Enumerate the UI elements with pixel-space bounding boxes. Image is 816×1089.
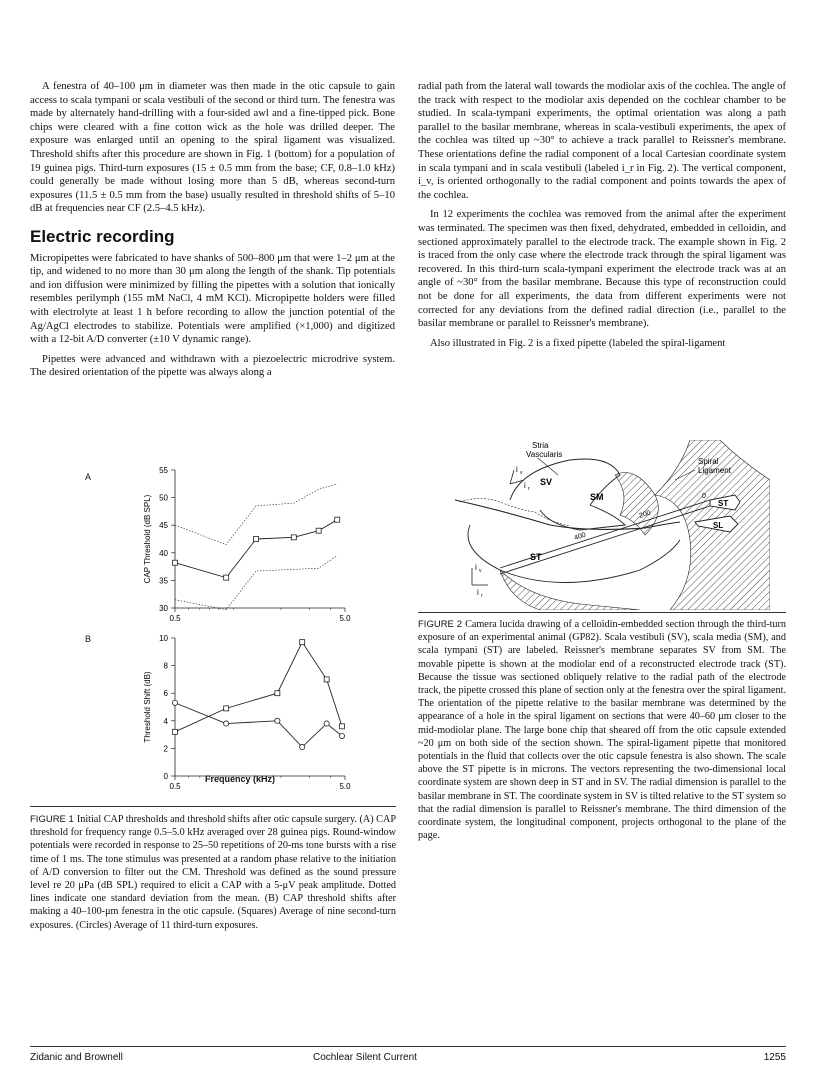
figure-rule — [418, 612, 786, 613]
data-point-circle — [339, 733, 344, 738]
paragraph: Pipettes were advanced and withdrawn with a piezoelectric microdrive system. The desired orientation of the pipette was always along a — [30, 353, 395, 379]
iv-bot-label: i — [475, 563, 477, 572]
right-column — [418, 80, 786, 356]
cochlea-drawing — [440, 440, 770, 610]
data-point-square — [275, 691, 280, 696]
paragraph: Micropipettes were fabricated to have shanks of 500–800 μm that were 1–2 μm at the tip, and widened to no more than 30 μm along the length of the shank. Tip potentials and ion diffusion were minimized by filling the pipettes with a solution that ionically resembles perilymph (155 mM NaCl, 4 mM KCl). Micropipette holders were filled with electrolyte at least 1 h before recording to allow the junction potential of the Ag/AgCl electrodes to stabilize. Potentials were amplified (×1,000) and digitized with a 12-bit A/D converter (±10 V dynamic range). — [30, 252, 395, 346]
caption-label: FIGURE 2 — [418, 619, 463, 630]
st-label: ST — [530, 552, 542, 562]
data-point-square — [224, 575, 229, 580]
page-footer — [30, 1052, 786, 1068]
stria-leader — [538, 458, 558, 475]
data-point-square — [291, 535, 296, 540]
data-point-square — [173, 729, 178, 734]
y-tick-label: 45 — [159, 521, 168, 531]
ir-bot-label: i — [477, 588, 479, 597]
figure-1-caption — [30, 813, 396, 932]
panel-a-label: A — [85, 472, 92, 482]
st-pipette-label: ST — [718, 499, 729, 508]
series-line-mean — [175, 520, 337, 578]
figure-rule — [30, 806, 396, 807]
data-point-circle — [224, 721, 229, 726]
y-tick-label: 55 — [159, 466, 168, 475]
ligament-label: Ligament — [698, 466, 731, 475]
data-point-square — [224, 706, 229, 711]
y-tick-label: 4 — [163, 716, 168, 726]
x-axis-label: Frequency (kHz) — [205, 774, 276, 784]
iv-top-label: i — [516, 465, 518, 474]
data-point-square — [335, 517, 340, 522]
data-point-square — [173, 560, 178, 565]
sv-vector-v — [510, 470, 514, 484]
data-point-circle — [324, 721, 329, 726]
sl-pipette-label: SL — [713, 521, 724, 530]
sm-label: SM — [590, 492, 604, 502]
series-line-+1SD — [175, 484, 337, 545]
scale-0-label: 0 — [702, 493, 706, 500]
y-tick-label: 6 — [163, 689, 168, 699]
caption-text: Initial CAP thresholds and threshold shifts after otic capsule surgery. (A) CAP threshold for frequency range 0.5–5.0 kHz averaged over 28 guinea pigs. Round-window potentials were recorded in response to 25–50 repetitions of 20-ms tone bursts with a rise time of 1 ms. The tone stimulus was presented at a random phase relative to the initiation of A/D conversion to filter out the CM. Threshold was defined as the sound pressure level re 20 μPa (dB SPL) required to elicit a CAP with a 5-μV peak amplitude. Dotted lines indicate one standard deviation from the mean. (B) CAP threshold shifts after making a 40–100-μm fenestra in the otic capsule. (Squares) Average of nine second-turn exposures. (Circles) Average of 11 third-turn exposures. — [30, 814, 397, 931]
y-tick-label: 10 — [159, 634, 168, 643]
data-point-square — [324, 677, 329, 682]
series-line--1SD — [175, 556, 337, 610]
data-point-square — [339, 724, 344, 729]
scale-400-label: 400 — [573, 531, 587, 542]
series-line-second-turn — [175, 642, 342, 732]
electrode-track-edge — [500, 506, 710, 574]
paragraph: Also illustrated in Fig. 2 is a fixed pipette (labeled the spiral-ligament — [430, 337, 726, 349]
left-column — [30, 80, 395, 386]
st-outline — [468, 525, 680, 583]
x-tick-label: 5.0 — [339, 614, 351, 623]
y-tick-label: 50 — [159, 493, 168, 503]
y-axis-label: Threshold Shift (dB) — [143, 671, 152, 743]
sv-label: SV — [540, 477, 553, 487]
stria-label: Stria — [532, 441, 549, 450]
y-tick-label: 0 — [163, 772, 168, 781]
footer-running-title: Cochlear Silent Current — [313, 1052, 417, 1063]
chart-a — [85, 458, 375, 628]
iv-top-sub: v — [520, 470, 523, 476]
data-point-square — [254, 537, 259, 542]
section-heading: Electric recording — [30, 226, 175, 246]
x-tick-label: 0.5 — [169, 614, 181, 623]
y-tick-label: 2 — [163, 744, 168, 754]
y-tick-label: 8 — [163, 661, 168, 671]
sv-outline — [510, 459, 620, 505]
paragraph: A fenestra of 40–100 μm in diameter was then made in the otic capsule to gain access to scala tympani or scala vestibuli of the second or third turn. The fenestra was made by alternately hand-drilling with a four-sided awl and a fine-tipped pick. Bone chips were cleared with a fine cotton wick as the hole was drilled deeper. The exposure was enlarged until an opening to the spiral ligament was visualized. Threshold shifts after this procedure are shown in Fig. 1 (bottom) for a population of 19 guinea pigs. Third-turn exposures (15 ± 0.5 mm from the base; CF, 0.8–1.0 kHz) could generally be made without losing more than 5 dB, whereas second-turn exposures (11.5 ± 0.5 mm from the base) usually resulted in threshold shifts of 5–10 dB at frequencies near CF (2.5–4.5 kHz). — [30, 81, 395, 215]
y-tick-label: 30 — [159, 604, 168, 613]
x-tick-label: 0.5 — [169, 782, 181, 791]
iv-bot-sub: v — [479, 568, 482, 574]
ir-top-label: i — [524, 481, 526, 490]
spiral-label: Spiral — [698, 457, 719, 466]
y-tick-label: 40 — [159, 548, 168, 558]
caption-text: Camera lucida drawing of a celloidin-embedded section through the third-turn exposure of an experimental animal (GP82). Scala vestibuli (SV), scala media (SM), and scala tympani (ST) are labeled. Reissner's membrane separates SV from SM. The movable pipette is shown at the modiolar end of a reconstructed electrode track (ST). Because the tissue was sectioned obliquely relative to the radial path of the electrode track, the pipette crossed this plane of section only at the fenestra over the spiral ligament. The orientation of the pipette relative to the basilar membrane was determined by the appearance of a hole in the spiral ligament on sections that were 40–60 μm closer to the mid-modiolar plane. The large bone chip that sheared off from the otic capsule extended ~20 μm on both side of the section shown. The spiral-ligament pipette that monitored potentials in the fluid that collects over the otic capsule fenestra is also shown. The scale above the ST pipette is in microns. The vectors representing the two-dimensional local coordinate system are shown deep in ST and in SV. The radial dimension is parallel to the basilar membrane in ST. The coordinate system in SV is tilted relative to the ST system so that the radial dimension is parallel to Reissner's membrane. The third dimension of the coordinate system, the longitudinal component, projects orthogonal to the plane of the page. — [418, 619, 787, 842]
y-tick-label: 35 — [159, 576, 168, 586]
figure-1 — [85, 458, 375, 793]
sm-outline — [540, 505, 625, 530]
data-point-circle — [172, 700, 177, 705]
paragraph: radial path from the lateral wall towards the modiolar axis of the cochlea. The angle of the track with respect to the modiolar axis depended on the cochlear chamber to be studied. In scala-tympani experiments, the optimal orientation was along a path parallel to the basilar membrane, whereas in scala-vestibuli experiments, the apex of the cochlea was tilted up ~30° to achieve a track parallel to Reissner's membrane. These orientations define the radial component of a local Cartesian coordinate system in scala tympani and in scala vestibuli (labeled i_r in Fig. 2). The vertical component, i_v, is oriented orthogonally to the radial component and points towards the apex of the cochlea. — [418, 81, 786, 201]
x-tick-label: 5.0 — [339, 782, 351, 791]
caption-label: FIGURE 1 — [30, 814, 74, 825]
data-point-square — [300, 640, 305, 645]
data-point-circle — [300, 744, 305, 749]
paragraph: In 12 experiments the cochlea was removed from the animal after the experiment was terminated. The specimen was then fixed, dehydrated, embedded in celloidin, and sectioned approximately parallel to the electrode track. The example shown in Fig. 2 is traced from the only case where the electrode track through the spiral ligament was recovered. In this third-turn scala-tympani experiment the electrode track was at an angle of ~30° from the basilar membrane. Because this type of reconstruction could not be done for all experiments, the data from different experiments were not corrected for any deviations from the defined radial direction (i.e., parallel to the basilar membrane or parallel to Reissner's membrane). — [418, 209, 786, 330]
figure-2-caption — [418, 618, 786, 842]
ir-bot-sub: r — [481, 593, 483, 599]
footer-authors: Zidanic and Brownell — [30, 1052, 123, 1063]
footer-rule — [30, 1046, 786, 1047]
figure-2 — [440, 440, 770, 610]
chart-b — [85, 626, 375, 796]
y-axis-label: CAP Threshold (dB SPL) — [143, 494, 152, 584]
data-point-square — [316, 528, 321, 533]
ir-top-sub: r — [528, 486, 530, 492]
vascularis-label: Vascularis — [526, 450, 563, 459]
page-number: 1255 — [763, 1052, 786, 1063]
scale-200-label: 200 — [638, 509, 652, 520]
data-point-circle — [275, 718, 280, 723]
series-line-third-turn — [175, 703, 342, 747]
panel-b-label: B — [85, 634, 92, 644]
